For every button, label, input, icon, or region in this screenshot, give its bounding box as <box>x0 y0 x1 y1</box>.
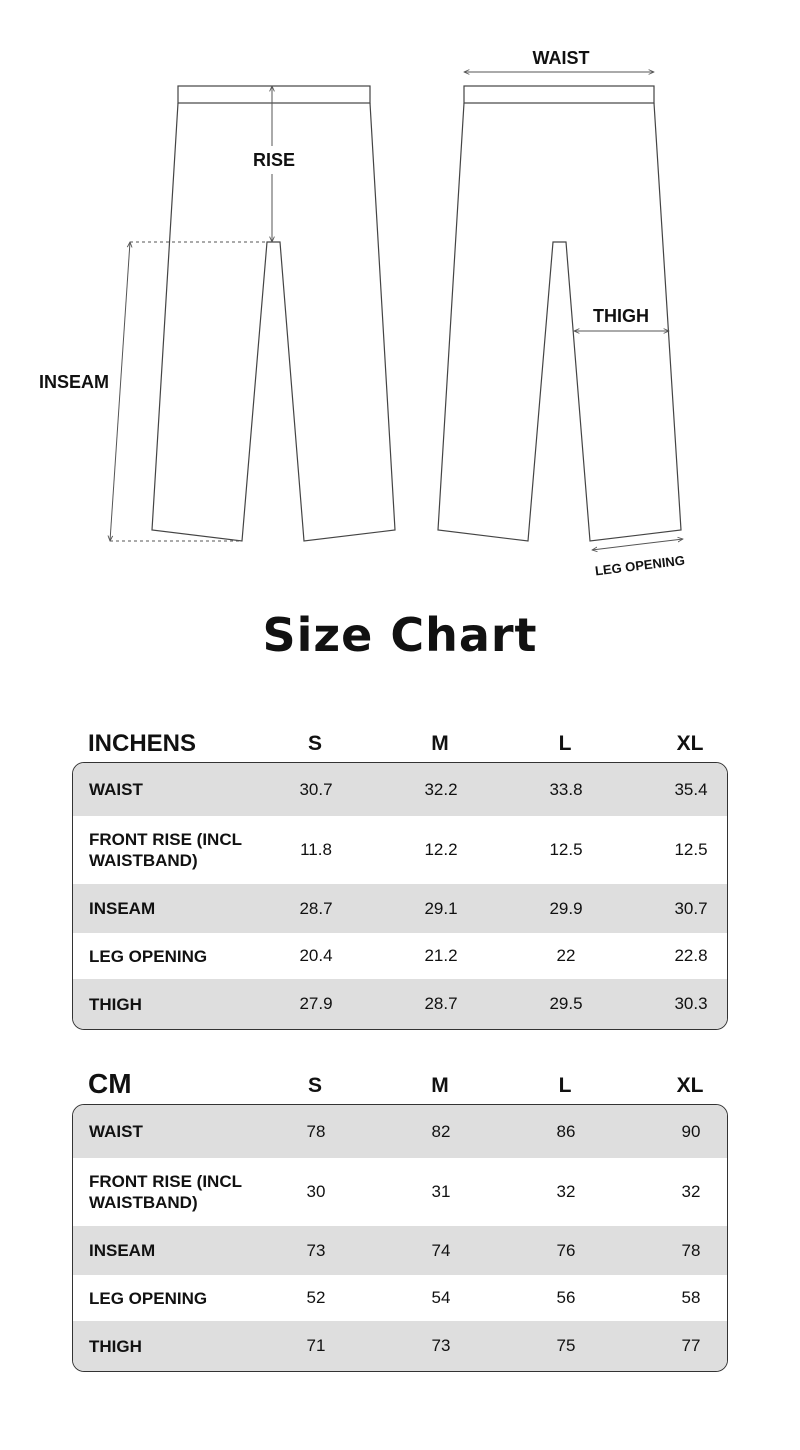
value-cell: 32.2 <box>424 779 458 799</box>
value-cell: 30 <box>306 1182 326 1201</box>
value-cell: 22 <box>556 946 576 965</box>
cm-size-table <box>72 1070 728 1372</box>
size-header-s: S <box>307 732 322 755</box>
inches-size-table <box>72 728 728 1030</box>
value-cell: 27.9 <box>299 994 333 1013</box>
value-cell: 22.8 <box>674 946 708 965</box>
value-cell: 30.3 <box>674 994 708 1013</box>
row-label: INSEAM <box>89 1241 156 1260</box>
size-header-xl: XL <box>676 1074 704 1097</box>
size-header-l: L <box>558 1074 572 1097</box>
row-label: WAIST <box>89 780 143 799</box>
table-row <box>73 1158 727 1226</box>
value-cell: 54 <box>431 1288 451 1307</box>
value-cell: 33.8 <box>549 779 583 799</box>
row-label-line: FRONT RISE (INCL <box>89 1172 242 1191</box>
size-header-xl: XL <box>676 732 704 755</box>
value-cell: 30.7 <box>299 779 333 799</box>
value-cell: 21.2 <box>424 946 458 965</box>
value-cell: 28.7 <box>424 994 458 1013</box>
waist-label: WAIST <box>532 48 590 68</box>
measurement-table <box>72 1104 728 1372</box>
table-row <box>73 933 727 979</box>
inseam-label: INSEAM <box>38 372 110 392</box>
value-cell: 12.2 <box>424 840 458 859</box>
table-row <box>73 1105 727 1158</box>
value-cell: 86 <box>556 1121 576 1141</box>
size-header-l: L <box>558 732 572 755</box>
table-row <box>73 1275 727 1321</box>
value-cell: 30.7 <box>674 898 708 918</box>
value-cell: 29.1 <box>424 898 458 918</box>
page-title: Size Chart <box>262 608 538 662</box>
size-header-s: S <box>307 1074 322 1097</box>
row-label: LEG OPENING <box>89 1288 208 1308</box>
thigh-label: THIGH <box>593 306 649 326</box>
size-header-m: M <box>431 1074 449 1097</box>
table-row <box>73 884 727 933</box>
value-cell: 12.5 <box>674 840 708 859</box>
value-cell: 28.7 <box>299 898 333 918</box>
leg-opening-arrow <box>592 539 683 550</box>
value-cell: 74 <box>431 1240 451 1260</box>
value-cell: 73 <box>306 1240 326 1260</box>
table-header-row <box>72 728 728 762</box>
leg-opening-label: LEG OPENING <box>594 552 686 579</box>
table-row <box>73 1226 727 1275</box>
value-cell: 73 <box>431 1336 451 1355</box>
table-row <box>73 979 727 1029</box>
value-cell: 31 <box>431 1182 451 1201</box>
unit-label: CM <box>88 1068 132 1099</box>
unit-label: INCHENS <box>88 730 197 757</box>
value-cell: 90 <box>681 1121 701 1141</box>
inseam-arrow <box>110 242 130 541</box>
value-cell: 29.9 <box>549 898 583 918</box>
value-cell: 35.4 <box>674 779 708 799</box>
table-row <box>73 1321 727 1371</box>
value-cell: 71 <box>306 1336 326 1355</box>
table-row <box>73 816 727 884</box>
measurement-table <box>72 762 728 1030</box>
row-label: WAIST <box>89 1122 143 1141</box>
table-header-row <box>72 1070 728 1104</box>
value-cell: 12.5 <box>549 840 583 859</box>
row-label: THIGH <box>89 1336 142 1356</box>
rise-label: RISE <box>252 150 296 170</box>
row-label: INSEAM <box>89 899 156 918</box>
pants-illustration <box>0 0 800 600</box>
value-cell: 58 <box>681 1288 701 1307</box>
row-label: LEG OPENING <box>89 946 208 966</box>
value-cell: 11.8 <box>300 840 332 859</box>
row-label-line: WAISTBAND) <box>89 1193 198 1212</box>
pants-diagram <box>0 0 800 600</box>
value-cell: 20.4 <box>299 946 333 965</box>
value-cell: 78 <box>306 1121 326 1141</box>
row-label-line: WAISTBAND) <box>89 851 198 870</box>
value-cell: 76 <box>556 1240 576 1260</box>
value-cell: 52 <box>306 1288 326 1307</box>
value-cell: 77 <box>681 1336 701 1355</box>
value-cell: 32 <box>681 1182 701 1201</box>
value-cell: 32 <box>556 1182 576 1201</box>
size-header-m: M <box>431 732 449 755</box>
row-label <box>89 1171 242 1213</box>
row-label: THIGH <box>89 994 142 1014</box>
row-label <box>89 829 242 871</box>
table-row <box>73 763 727 816</box>
value-cell: 82 <box>431 1121 451 1141</box>
row-label-line: FRONT RISE (INCL <box>89 830 242 849</box>
value-cell: 29.5 <box>549 994 583 1013</box>
value-cell: 75 <box>556 1336 576 1355</box>
value-cell: 78 <box>681 1240 701 1260</box>
value-cell: 56 <box>556 1288 576 1307</box>
